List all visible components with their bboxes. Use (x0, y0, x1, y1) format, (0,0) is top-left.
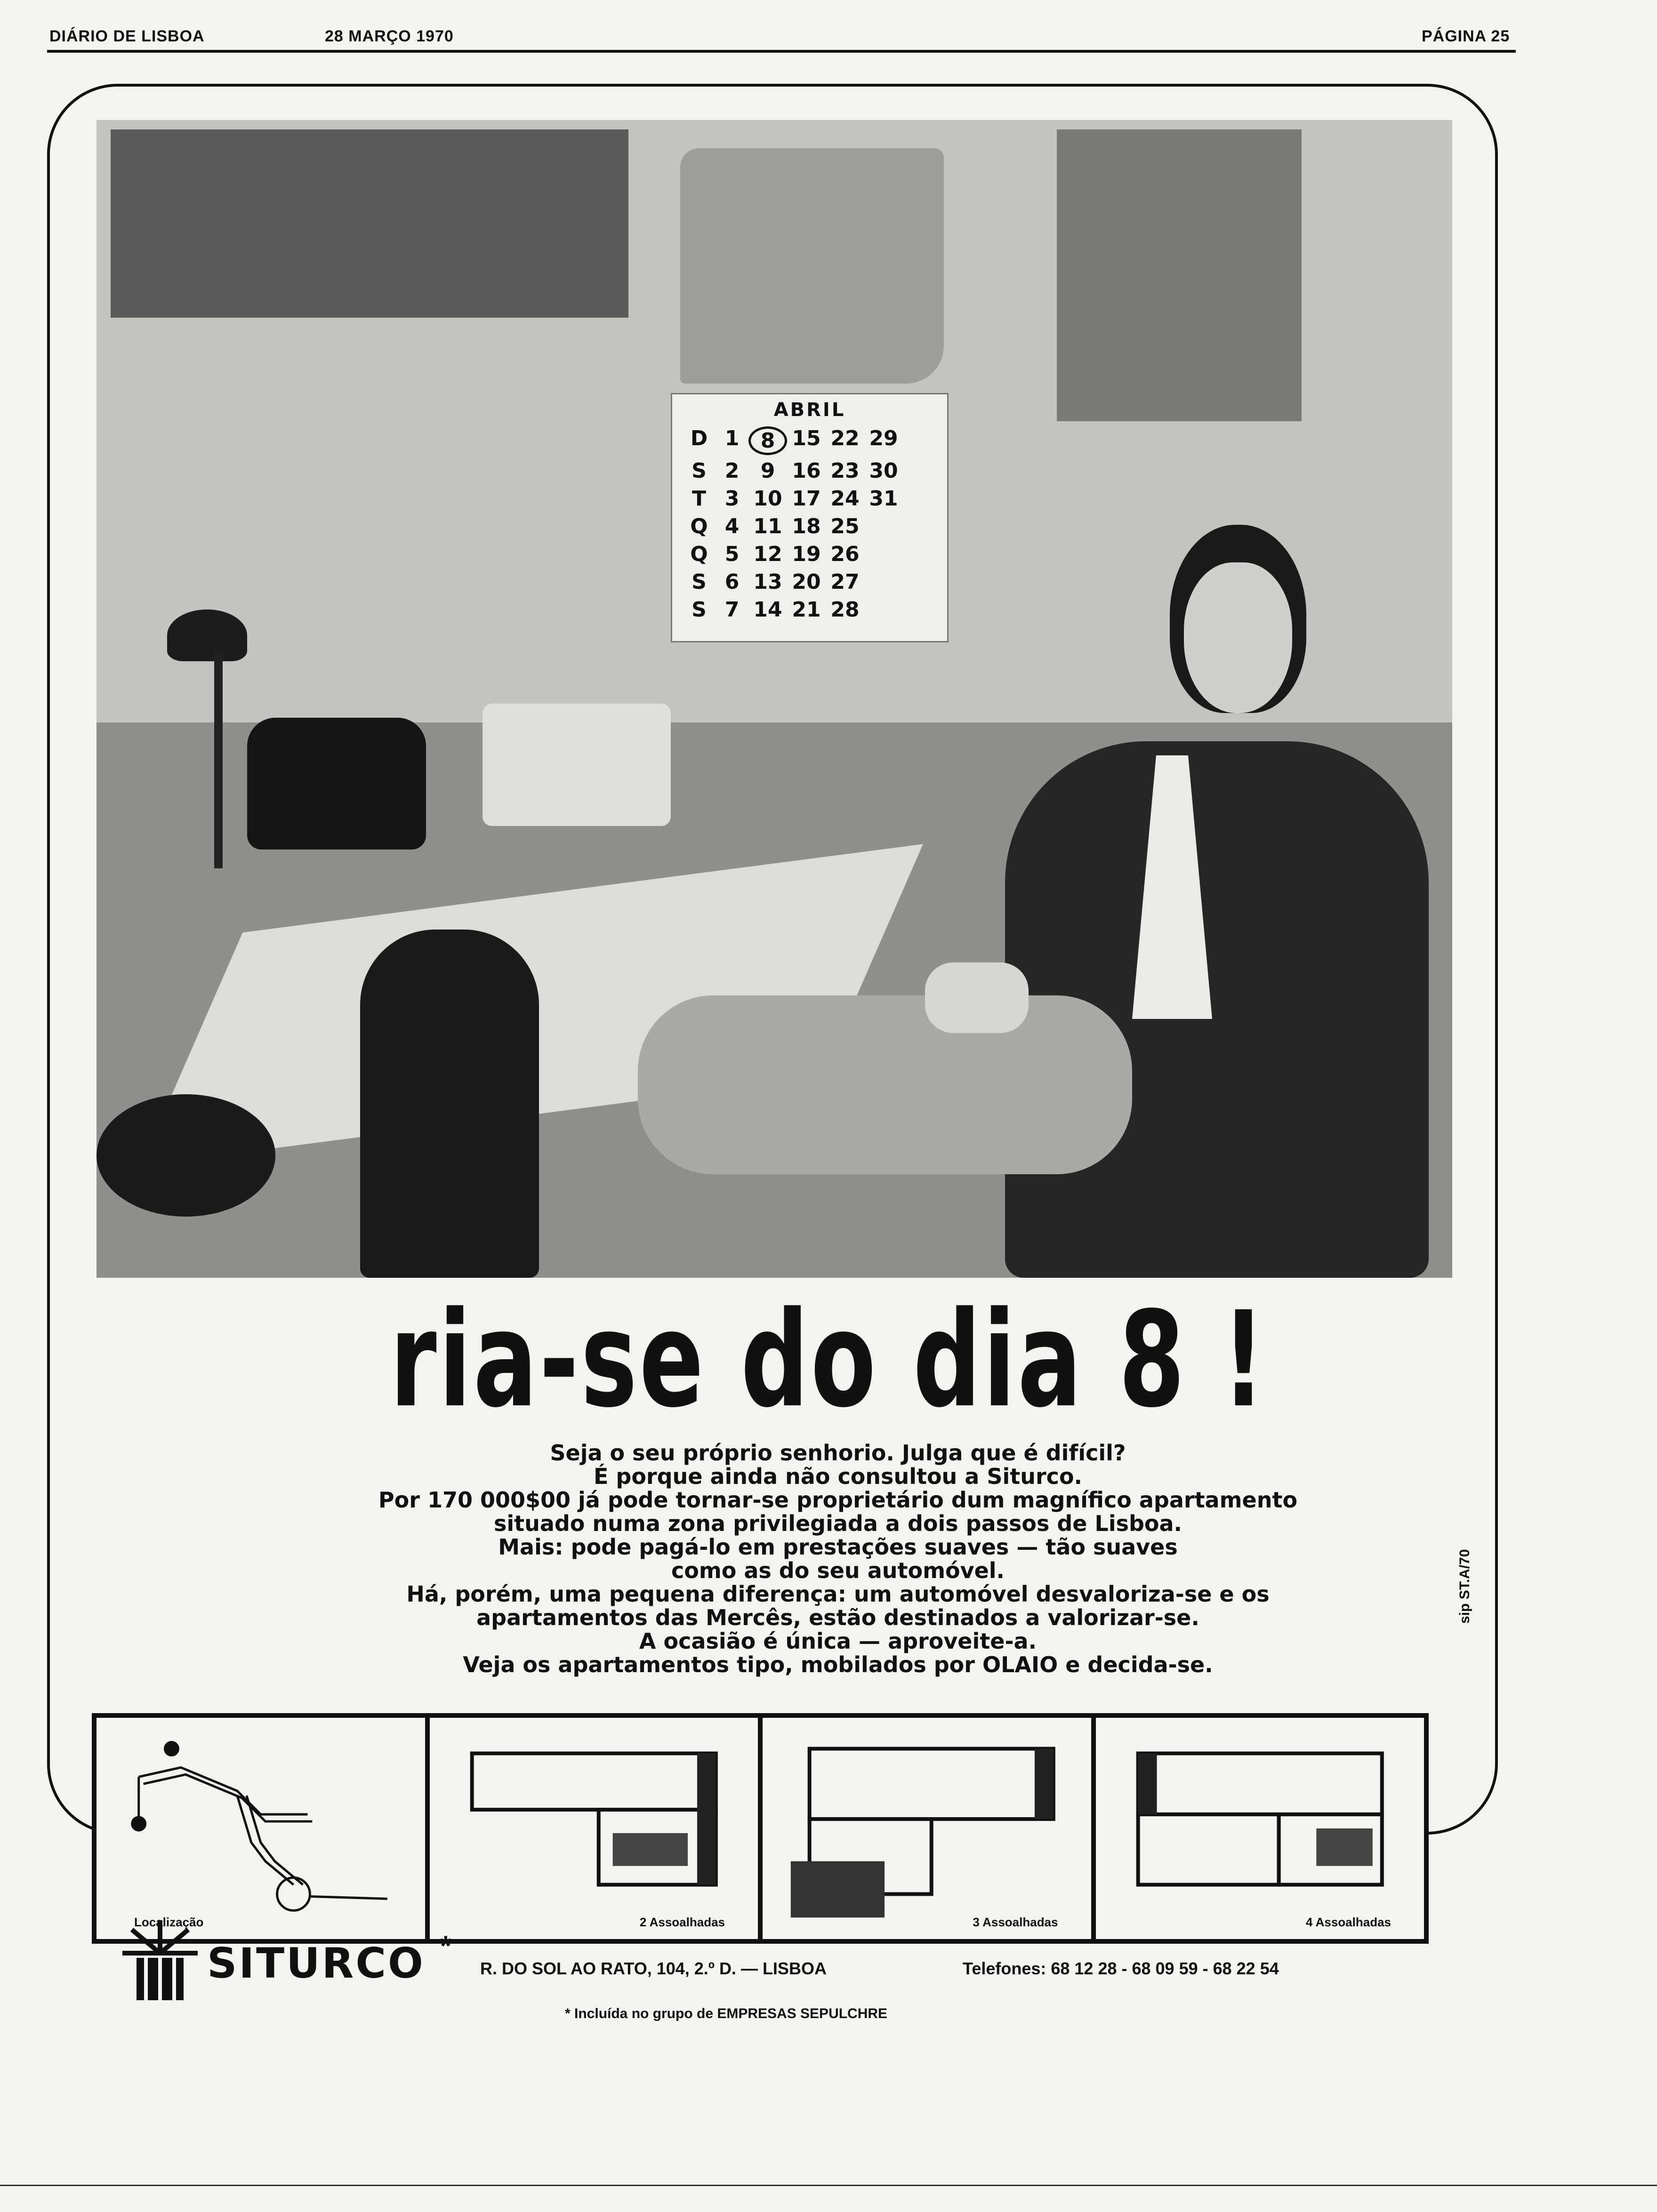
calendar-day: 31 (869, 487, 898, 511)
calendar-day: 11 (753, 514, 782, 538)
calendar-day: 6 (724, 570, 740, 594)
calendar-weekday: S (692, 598, 707, 622)
calendar-day: 4 (724, 514, 740, 538)
body-line: Seja o seu próprio senhorio. Julga que é difícil? (550, 1440, 1126, 1466)
floor-plans-strip (92, 1713, 1429, 1944)
calendar-day: 24 (830, 487, 860, 511)
calendar-day: 27 (830, 570, 860, 594)
floor-plan-2-icon (430, 1718, 758, 1939)
calendar-day (864, 570, 903, 594)
brand-star: * (440, 1930, 451, 1962)
plan-4-panel (1096, 1718, 1424, 1939)
header-rule (47, 50, 1516, 53)
calendar-day: 18 (792, 514, 821, 538)
address: R. DO SOL AO RATO, 104, 2.º D. — LISBOA (480, 1959, 827, 1978)
calendar-day: 15 (792, 426, 821, 450)
advert-photo (97, 120, 1452, 1278)
calendar-day: 2 (724, 459, 740, 483)
calendar-day: 10 (753, 487, 782, 511)
calendar-weekday: S (692, 570, 707, 594)
calendar-day (864, 542, 903, 566)
calendar-day: 29 (869, 426, 898, 450)
brand-name: SITURCO (207, 1939, 425, 1988)
calendar-day: 13 (753, 570, 782, 594)
calendar-day (864, 514, 903, 538)
calendar-day: 30 (869, 459, 898, 483)
calendar-day: 23 (830, 459, 860, 483)
issue-date: 28 MARÇO 1970 (325, 27, 454, 45)
body-line: apartamentos das Mercês, estão destinados a valorizar-se. (476, 1605, 1199, 1630)
calendar-day: 3 (724, 487, 740, 511)
wall-calendar (671, 393, 949, 642)
body-line: É porque ainda não consultou a Siturco. (593, 1464, 1083, 1489)
calendar-day: 25 (830, 514, 860, 538)
calendar-day: 12 (753, 542, 782, 566)
location-map-icon (97, 1718, 425, 1939)
floor-plan-4-icon (1096, 1718, 1424, 1939)
body-line: situado numa zona privilegiada a dois passos de Lisboa. (493, 1511, 1182, 1536)
calendar-day: 8 (748, 426, 787, 455)
calendar-day: 21 (792, 598, 821, 622)
calendar-day: 5 (724, 542, 740, 566)
phone-numbers: Telefones: 68 12 28 - 68 09 59 - 68 22 54 (963, 1959, 1279, 1978)
calendar-month: ABRIL (773, 399, 846, 421)
calendar-day: 26 (830, 542, 860, 566)
bottom-rule (0, 2185, 1657, 2186)
body-line: A ocasião é única — aproveite-a. (639, 1628, 1037, 1654)
body-line: Mais: pode pagá-lo em prestações suaves — tão suaves (498, 1534, 1178, 1560)
calendar-day (864, 598, 903, 622)
calendar-day: 20 (792, 570, 821, 594)
plan-3-panel (763, 1718, 1091, 1939)
calendar-day: 22 (830, 426, 860, 450)
calendar-weekday: T (692, 487, 706, 511)
group-note: * Incluída no grupo de EMPRESAS SEPULCHRE (565, 2006, 888, 2021)
calendar-day: 9 (760, 459, 775, 483)
location-map-panel (97, 1718, 425, 1939)
siturco-logo-icon (113, 1911, 207, 2005)
calendar-grid (683, 426, 947, 622)
plan-2-panel (430, 1718, 758, 1939)
body-line: Há, porém, uma pequena diferença: um automóvel desvaloriza-se e os (406, 1581, 1270, 1607)
calendar-day: 28 (830, 598, 860, 622)
calendar-day: 17 (792, 487, 821, 511)
agency-code: sip ST.A/70 (1457, 1549, 1472, 1624)
body-line: Por 170 000$00 já pode tornar-se proprietário dum magnífico apartamento (378, 1487, 1298, 1513)
calendar-weekday: Q (690, 542, 708, 566)
calendar-weekday: Q (690, 514, 708, 538)
plan-3-caption: 3 Assoalhadas (973, 1915, 1058, 1929)
calendar-day: 14 (753, 598, 782, 622)
calendar-day: 7 (724, 598, 740, 622)
calendar-day: 19 (792, 542, 821, 566)
headline: ria-se do dia 8 ! (390, 1283, 1267, 1437)
plan-4-caption: 4 Assoalhadas (1305, 1915, 1391, 1929)
calendar-weekday: D (690, 426, 708, 450)
location-caption: Localização (134, 1915, 204, 1929)
floor-plan-3-icon (763, 1718, 1091, 1939)
body-line: Veja os apartamentos tipo, mobilados por OLAIO e decida-se. (463, 1652, 1213, 1677)
calendar-weekday: S (692, 459, 707, 483)
calendar-day: 16 (792, 459, 821, 483)
body-line: como as do seu automóvel. (671, 1558, 1005, 1583)
ad-body-text (264, 1441, 1412, 1676)
calendar-day: 1 (724, 426, 740, 450)
newspaper-name: DIÁRIO DE LISBOA (49, 27, 205, 45)
plan-2-caption: 2 Assoalhadas (639, 1915, 725, 1929)
page-number: PÁGINA 25 (1422, 27, 1510, 45)
